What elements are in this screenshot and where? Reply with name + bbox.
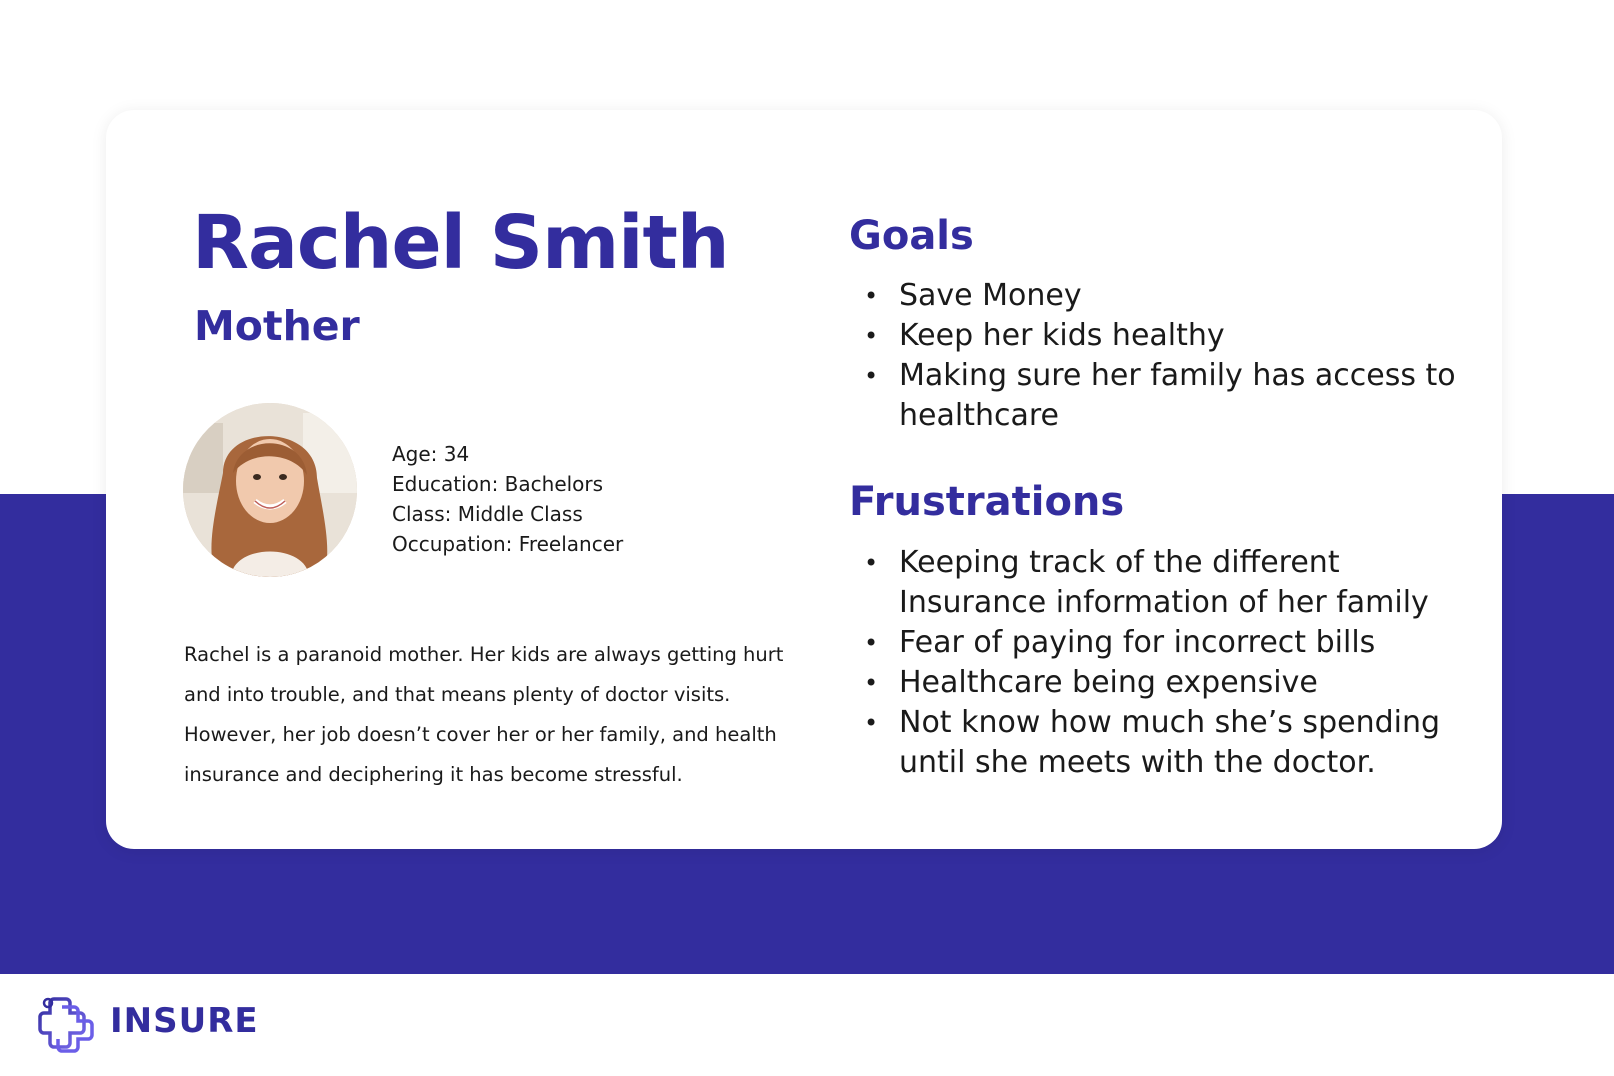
persona-name: Rachel Smith: [192, 200, 729, 286]
persona-facts: [392, 439, 623, 559]
persona-role: Mother: [194, 302, 360, 350]
fact-occupation: Occupation: Freelancer: [392, 532, 624, 556]
persona-avatar: [183, 403, 357, 577]
bullet-icon: •: [864, 282, 879, 310]
list-item: [849, 703, 1459, 783]
fact-age: Age: 34: [392, 442, 470, 466]
bullet-icon: •: [864, 549, 879, 577]
frustrations-list: [849, 543, 1459, 783]
persona-card: [106, 110, 1502, 849]
goal-text: Keep her kids healthy: [899, 318, 1225, 353]
goal-text: Save Money: [899, 278, 1082, 313]
bullet-icon: •: [864, 322, 879, 350]
list-item: [849, 623, 1459, 663]
list-item: [849, 276, 1459, 316]
fact-class: Class: Middle Class: [392, 502, 583, 526]
persona-bio: Rachel is a paranoid mother. Her kids are always getting hurt and into trouble, and that means plenty of doctor visits. However, her job doesn’t cover her or her family, and health insurance and deciphering it has become stressful.: [184, 642, 784, 786]
fact-education: Education: Bachelors: [392, 472, 604, 496]
frustration-text: Fear of paying for incorrect bills: [899, 625, 1376, 660]
goals-heading: Goals: [849, 213, 974, 259]
list-item: [849, 356, 1459, 436]
goals-list: [849, 276, 1459, 436]
frustrations-heading: Frustrations: [849, 479, 1125, 525]
bullet-icon: •: [864, 709, 879, 737]
frustration-text: Healthcare being expensive: [899, 665, 1318, 700]
list-item: [849, 316, 1459, 356]
bullet-icon: •: [864, 362, 879, 390]
goal-text: Making sure her family has access to healthcare: [899, 358, 1456, 433]
list-item: [849, 543, 1459, 623]
bullet-icon: •: [864, 629, 879, 657]
list-item: [849, 663, 1459, 703]
medical-cross-logo-icon: [36, 993, 96, 1053]
frustration-text: Keeping track of the different Insurance information of her family: [899, 545, 1429, 620]
frustration-text: Not know how much she’s spending until she meets with the doctor.: [899, 705, 1441, 780]
bullet-icon: •: [864, 669, 879, 697]
brand-name: INSURE: [110, 1001, 259, 1041]
avatar-photo: [183, 403, 357, 577]
